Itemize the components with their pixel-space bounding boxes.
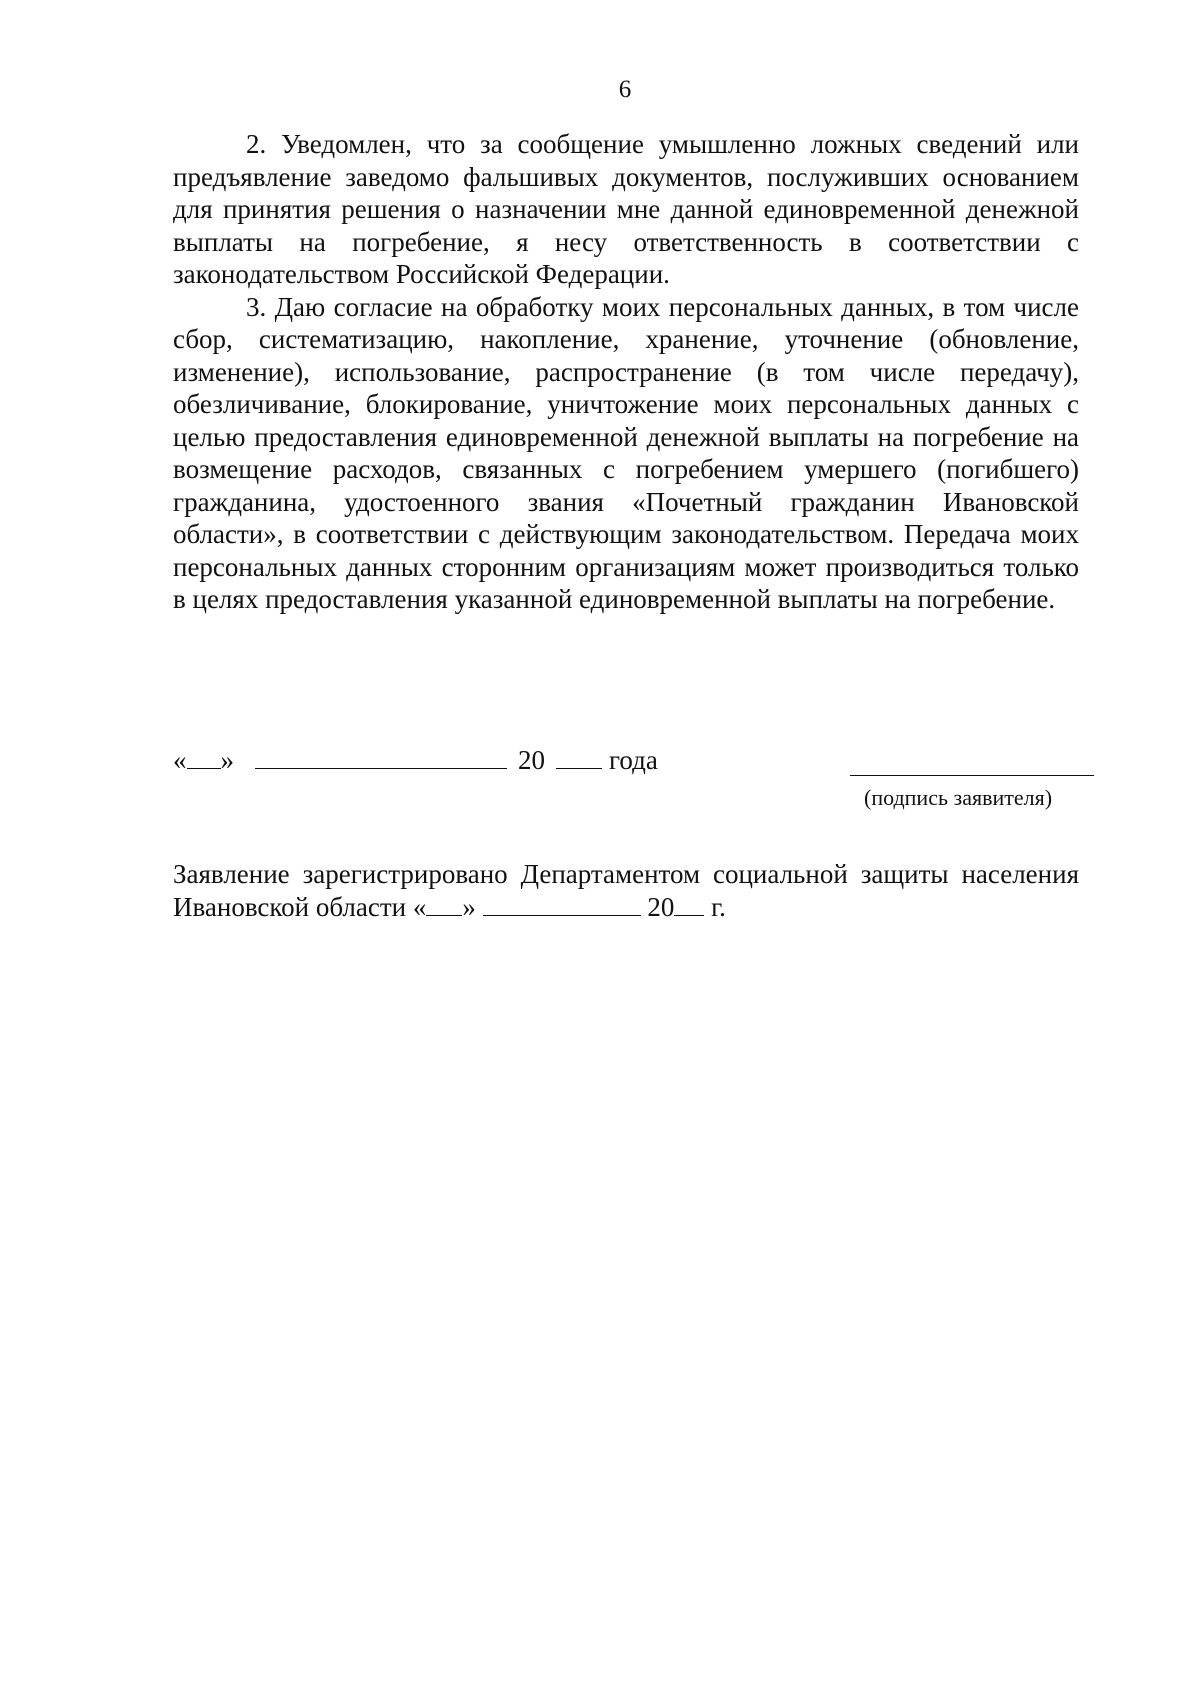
date-line bbox=[173, 744, 1093, 776]
reg-year-suffix: г. bbox=[711, 891, 726, 922]
registration-note bbox=[173, 858, 1079, 923]
year-field[interactable] bbox=[556, 744, 602, 769]
reg-month-field[interactable] bbox=[483, 891, 641, 916]
reg-close-quote: » bbox=[462, 891, 476, 922]
signature-caption: (подпись заявителя) bbox=[864, 785, 1053, 810]
paragraph-consent: 3. Даю согласие на обработку моих персональных данных, в том числе сбор, систематизацию, накопление, хранение, уточнение (обновление, изменение), использование, распространение (в том числе передачу), обезличивание, блокирование, уничтожение моих персональных данных с целью предоставления единовременной денежной выплаты на погребение на возмещение расходов, связанных с погребением умершего (погибшего) гражданина, удостоенного звания «Почетный гражданин Ивановской области», в соответствии с действующим законодательством. Передача моих персональных данных сторонним организациям может производиться только в целях предоставления указанной единовременной выплаты на погребение. bbox=[173, 291, 1079, 614]
date-open-quote: « bbox=[173, 745, 187, 775]
reg-open-quote: « bbox=[412, 891, 427, 922]
reg-year-field[interactable] bbox=[674, 891, 704, 916]
document-body bbox=[173, 128, 1079, 616]
month-field[interactable] bbox=[255, 744, 507, 769]
reg-day-field[interactable] bbox=[426, 891, 462, 916]
registration-paragraph bbox=[173, 858, 1079, 923]
day-field[interactable] bbox=[187, 744, 221, 769]
paragraph-notification: 2. Уведомлен, что за сообщение умышленно ложных сведений или предъявление заведомо фальшивых документов, послуживших основанием для принятия решения о назначении мне данной единовременной денежной выплаты на погребение, я несу ответственность в соответствии с законодательством Российской Федерации. bbox=[173, 129, 1079, 289]
page-number: 6 bbox=[618, 76, 632, 103]
date-close-quote: » bbox=[220, 745, 234, 775]
signature-field[interactable] bbox=[850, 775, 1094, 776]
reg-year-prefix: 20 bbox=[647, 891, 675, 922]
year-suffix: года bbox=[609, 745, 658, 775]
year-prefix: 20 bbox=[518, 745, 545, 775]
registration-text: Заявление зарегистрировано Департаментом социальной защиты населения Ивановской области bbox=[173, 859, 1079, 922]
